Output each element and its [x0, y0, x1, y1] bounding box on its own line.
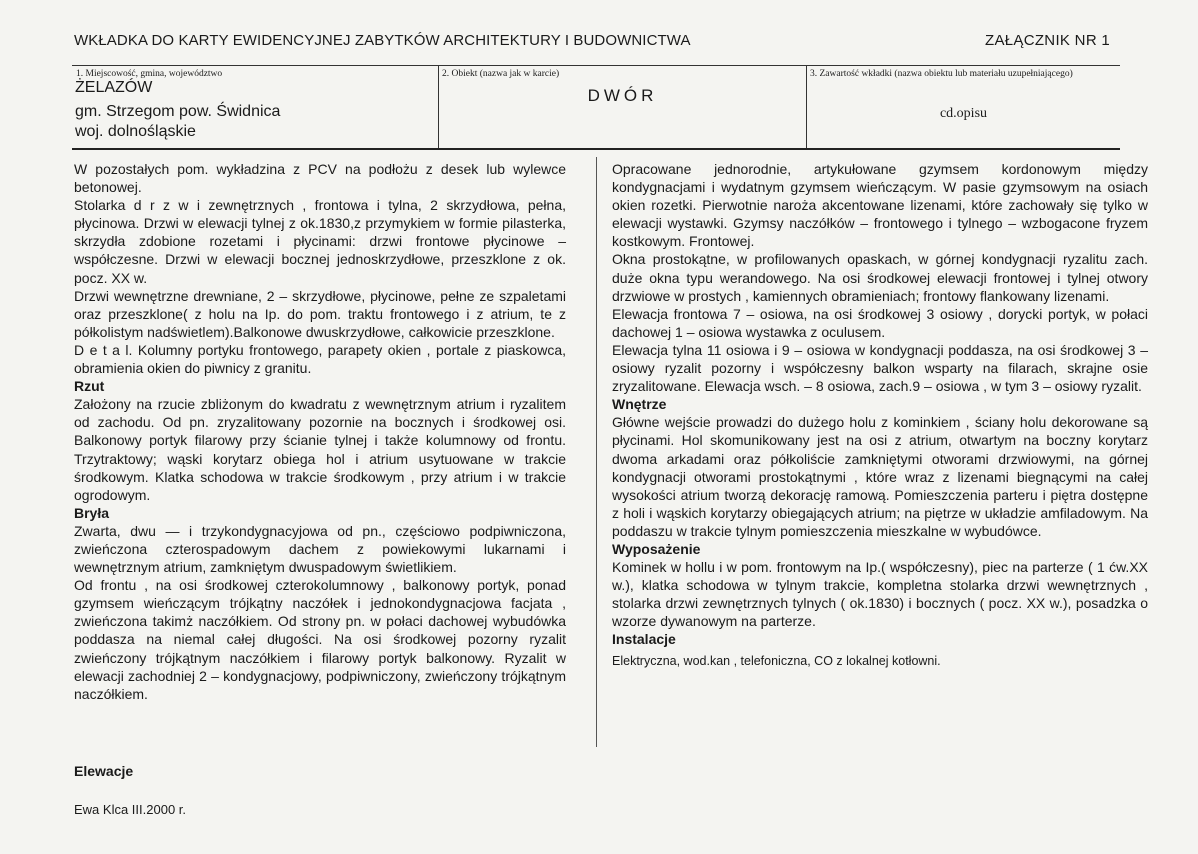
location-name: ŻELAZÓW	[75, 79, 153, 96]
section-heading: Bryła	[74, 504, 110, 521]
paragraph: Główne wejście prowadzi do dużego holu z kominkiem , ściany holu dekorowane są płycinami. Hol skomunikowany jest na osi z atrium, otwartym na boczny korytarz dwoma arkadami oraz półkoliście zamkniętymi otworami drzwiowymi, na górnej kondygnacji otworami prostokątnymi , które wraz z lizenami biegnącymi na całej wysokości atrium tworzą dekorację ramową. Pomieszczenia parteru i piętra dostępne z holi i wąskich korytarzy obiegających atrium; na piętrze w układzie amfiladowym. Na poddaszu w trakcie tylnym pomieszczenia mieszkalne w wybudówce.	[612, 414, 1148, 539]
paragraph: Elektryczna, wod.kan , telefoniczna, CO z lokalnej kotłowni.	[612, 653, 941, 668]
paragraph: Od frontu , na osi środkowej czterokolumnowy , balkonowy portyk, ponad gzymsem wieńczącym trójkątny naczółek i jednokondygnacjowa facjata , zwieńczona takimż naczółkiem. Od strony pn. w połaci dachowej wybudówka poddasza na niemal całej długości. Na osi środkowej pozorny ryzalit zwieńczony trójkątnym naczółkiem i filarowy portyk balkonowy. Ryzalit w elewacji zachodniej 2 – kondygnacjowy, podpiwniczony, zwieńczony trójkątnym naczółkiem.	[74, 577, 566, 702]
paragraph: Założony na rzucie zbliżonym do kwadratu z wewnętrznym atrium i ryzalitem od zachodu. Od pn. zryzalitowany pozornie na bocznych i środkowej osi. Balkonowy portyk filarowy przy ścianie tylnej i także kolumnowy od frontu. Trzytraktowy; wąski korytarz obiega hol i atrium usytuowane w trakcie środkowym. Klatka schodowa w trakcie środkowym , przy atrium i w trakcie ogrodowym.	[74, 396, 566, 503]
paragraph: D e t a l. Kolumny portyku frontowego, parapety okien , portale z piaskowca, obramienia okien do piwnicy z granitu.	[74, 341, 566, 377]
location-cell	[72, 66, 439, 148]
paragraph: Okna prostokątne, w profilowanych opaskach, w górnej kondygnacji ryzalitu zach. duże okna typu werandowego. Na osi środkowej elewacji frontowej i tylnej otwory drzwiowe w prostych , kamiennych obramieniach; frontowy flankowany lizenami.	[612, 251, 1148, 304]
section-heading: Rzut	[74, 378, 105, 395]
section-heading: Instalacje	[612, 631, 676, 648]
paragraph: Zwarta, dwu — i trzykondygnacyjowa od pn., częściowo podpiwniczona, zwieńczona czterospadowym dachem z powiekowymi lukarnami i wewnętrznym atrium, zamkniętym dwuspadowym świetlikiem.	[74, 522, 566, 576]
header-table	[72, 65, 1120, 150]
location-municipality: gm. Strzegom pow. Świdnica	[75, 103, 281, 120]
page-title: WKŁADKA DO KARTY EWIDENCYJNEJ ZABYTKÓW ARCHITEKTURY I BUDOWNICTWA	[74, 32, 691, 49]
content-label: 3. Zawartość wkładki (nazwa obiektu lub materiału uzupełniającego)	[810, 69, 1073, 79]
right-text-column	[612, 160, 1148, 670]
location-voivodeship: woj. dolnośląskie	[75, 123, 196, 140]
section-heading-elewacje: Elewacje	[74, 763, 134, 779]
attachment-number: ZAŁĄCZNIK NR 1	[985, 32, 1111, 49]
object-name: DWÓR	[587, 86, 658, 105]
paragraph: Elewacja frontowa 7 – osiowa, na osi środkowej 3 osiowy , dorycki portyk, w połaci dachowej 1 – osiowa wystawka z oculusem.	[612, 305, 1148, 340]
paragraph: Elewacja tylna 11 osiowa i 9 – osiowa w kondygnacji poddasza, na osi środkowej 3 – osiowy ryzalit pozorny i współczesny balkon wsparty na filarach, skrajne osie zryzalitowane. Elewacja wsch. – 8 osiowa, zach.9 – osiowa , w tym 3 – osiowy ryzalit.	[612, 341, 1148, 395]
paragraph: Stolarka d r z w i zewnętrznych , frontowa i tylna, 2 skrzydłowa, pełna, płycinowa. Drzwi w elewacji tylnej z ok.1830,z przymykiem w formie pilasterka, skrzydła zdobione rozetami i płycinami: drzwi frontowe płycinowe – współczesne. Drzwi w elewacji bocznej jednoskrzydłowe, przeszklone z ok. pocz. XX w.	[74, 197, 566, 286]
paragraph: W pozostałych pom. wykładzina z PCV na podłożu z desek lub wylewce betonowej.	[74, 161, 566, 196]
column-divider	[596, 157, 597, 747]
location-label: 1. Miejscowość, gmina, województwo	[76, 69, 223, 79]
paragraph: Drzwi wewnętrzne drewniane, 2 – skrzydłowe, płycinowe, pełne ze szpaletami oraz przeszklone( z holu na Ip. do pom. traktu frontowego i z atrium, te z półkolistym nadświetlem).Balkonowe dwuskrzydłowe, całkowicie przeszklone.	[74, 287, 566, 340]
paragraph: Kominek w hollu i w pom. frontowym na Ip.( współczesny), piec na parterze ( 1 ćw.XX w.), klatka schodowa w tylnym trakcie, kompletna stolarka drzwi wewnętrznych , stolarka drzwi zewnętrznych tylnych ( ok.1830) i bocznych ( pocz. XX w.), posadzka o wzorze dywanowym na parterze.	[612, 559, 1148, 630]
object-cell	[439, 66, 807, 148]
author-signature: Ewa Klca III.2000 r.	[74, 802, 187, 817]
content-value: cd.opisu	[939, 106, 988, 121]
paragraph: Opracowane jednorodnie, artykułowane gzymsem kordonowym między kondygnacjami i wydatnym gzymsem wieńczącym. W pasie gzymsowym na osiach okien rozetki. Pierwotnie naroża akcentowane lizenami, które zachowały się tylko w elewacji wystawki. Gzymsy naczółków – frontowego i tylnego – wzbogacone fryzem kostkowym. Frontowej.	[612, 161, 1148, 250]
section-heading: Wnętrze	[612, 396, 667, 413]
left-text-column	[74, 160, 566, 703]
section-heading: Wyposażenie	[612, 540, 701, 557]
content-cell	[807, 66, 1120, 148]
object-label: 2. Obiekt (nazwa jak w karcie)	[442, 69, 560, 79]
